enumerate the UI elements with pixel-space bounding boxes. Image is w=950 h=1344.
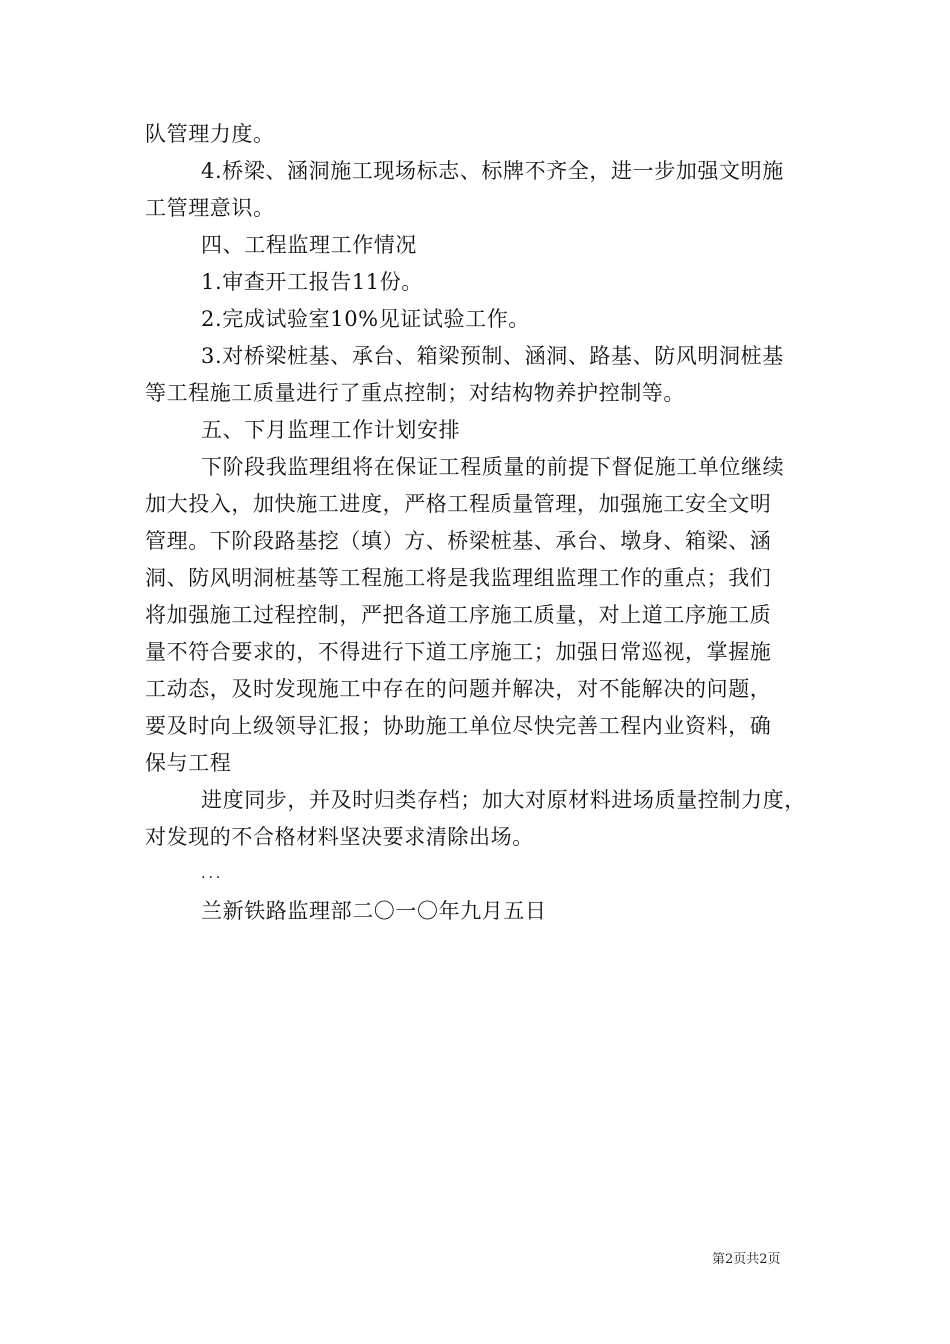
body-line: 将加强施工过程控制，严把各道工序施工质量，对上道工序施工质 <box>145 603 772 627</box>
body-line: 保与工程 <box>145 751 232 775</box>
body-line: 要及时向上级领导汇报；协助施工单位尽快完善工程内业资料，确 <box>145 714 772 738</box>
body-line: 等工程施工质量进行了重点控制；对结构物养护控制等。 <box>145 381 685 405</box>
document-body <box>145 116 815 930</box>
body-line: 下阶段我监理组将在保证工程质量的前提下督促施工单位继续 <box>201 455 785 479</box>
body-line: 4.桥梁、涵洞施工现场标志、标牌不齐全，进一步加强文明施 <box>201 159 784 183</box>
body-line: 进度同步，并及时归类存档；加大对原材料进场质量控制力度， <box>201 788 806 812</box>
list-item: 1.审查开工报告11份。 <box>201 270 423 294</box>
list-item: 3.对桥梁桩基、承台、箱梁预制、涵洞、路基、防风明洞桩基 <box>201 344 784 368</box>
body-line: 工管理意识。 <box>145 196 275 220</box>
page-number: 第2页共2页 <box>712 1252 781 1267</box>
body-line: 对发现的不合格材料坚决要求清除出场。 <box>145 825 534 849</box>
body-line: 洞、防风明洞桩基等工程施工将是我监理组监理工作的重点；我们 <box>145 566 772 590</box>
ellipsis: ... <box>201 866 224 882</box>
section-heading: 四、工程监理工作情况 <box>201 233 417 257</box>
list-item: 2.完成试验室10%见证试验工作。 <box>201 307 530 331</box>
body-line: 队管理力度。 <box>145 122 275 146</box>
body-line: 管理。下阶段路基挖（填）方、桥梁桩基、承台、墩身、箱梁、涵 <box>145 529 772 553</box>
section-heading: 五、下月监理工作计划安排 <box>201 418 461 442</box>
body-line: 量不符合要求的，不得进行下道工序施工；加强日常巡视，掌握施 <box>145 640 772 664</box>
body-line: 工动态，及时发现施工中存在的问题并解决，对不能解决的问题， <box>145 677 772 701</box>
signature-line: 兰新铁路监理部二〇一〇年九月五日 <box>201 899 547 923</box>
body-line: 加大投入，加快施工进度，严格工程质量管理，加强施工安全文明 <box>145 492 772 516</box>
